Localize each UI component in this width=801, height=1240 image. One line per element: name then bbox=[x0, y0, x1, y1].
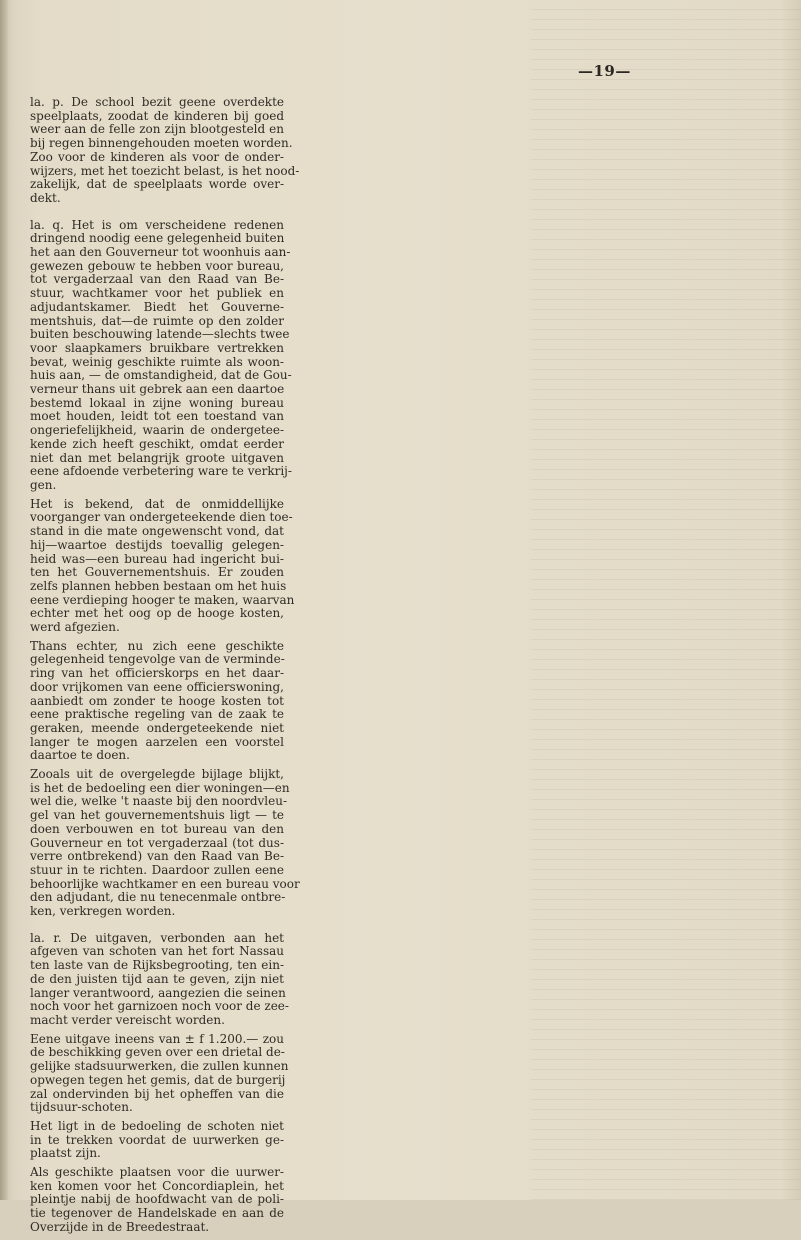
text-line: speelplaats, zoodat de kinderen bij goed bbox=[30, 108, 284, 123]
text-line: wijzers, met het toezicht belast, is het nood- bbox=[30, 163, 300, 178]
text-line: Het is bekend, dat de onmiddellijke bbox=[30, 496, 284, 511]
text-line: aanbiedt om zonder te hooge kosten tot bbox=[30, 693, 284, 708]
text-line: ring van het officierskorps en het daar- bbox=[30, 666, 284, 681]
text-line: ten laste van de Rijksbegrooting, ten ein- bbox=[30, 958, 284, 973]
text-line: tot vergaderzaal van den Raad van Be- bbox=[30, 272, 284, 287]
paragraph bbox=[30, 640, 284, 763]
text-line: dekt. bbox=[30, 190, 61, 205]
text-line: verre ontbrekend) van den Raad van Be- bbox=[30, 849, 284, 864]
text-line: tie tegenover de Handelskade en aan de bbox=[30, 1206, 284, 1221]
page-number: —19— bbox=[578, 62, 631, 80]
text-line: eene verdieping hooger te maken, waarvan bbox=[30, 592, 295, 607]
paragraph bbox=[30, 1166, 284, 1235]
text-line: voor slaapkamers bruikbare vertrekken bbox=[30, 340, 284, 355]
text-line: pleintje nabij de hoofdwacht van de poli- bbox=[30, 1192, 284, 1207]
text-line: heid was—een bureau had ingericht bui- bbox=[30, 551, 284, 566]
text-line: daartoe te doen. bbox=[30, 748, 130, 763]
text-line: eene praktische regeling van de zaak te bbox=[30, 707, 284, 722]
text-line: gewezen gebouw te hebben voor bureau, bbox=[30, 258, 284, 273]
text-line: gelijke stadsuurwerken, die zullen kunnen bbox=[30, 1059, 289, 1074]
text-line: ongeriefelijkheid, waarin de ondergetee- bbox=[30, 423, 284, 438]
text-line: stuur, wachtkamer voor het publiek en bbox=[30, 286, 284, 301]
text-line: den adjudant, die nu tenecenmale ontbre- bbox=[30, 890, 286, 905]
text-line: la. q. Het is om verscheidene redenen bbox=[30, 217, 284, 232]
text-line: niet dan met belangrijk groote uitgaven bbox=[30, 450, 284, 465]
text-line: behoorlijke wachtkamer en een bureau voor bbox=[30, 876, 300, 891]
text-line: het aan den Gouverneur tot woonhuis aan- bbox=[30, 245, 291, 260]
text-line: Het ligt in de bedoeling de schoten niet bbox=[30, 1118, 284, 1133]
text-line: de den juisten tijd aan te geven, zijn niet bbox=[30, 971, 284, 986]
text-line: bestemd lokaal in zijne woning bureau bbox=[30, 395, 284, 410]
text-line: de beschikking geven over een drietal de- bbox=[30, 1045, 285, 1060]
text-line: la. p. De school bezit geene overdekte bbox=[30, 95, 284, 109]
text-line: plaatst zijn. bbox=[30, 1146, 101, 1161]
text-line: is het de bedoeling een dier woningen—en bbox=[30, 780, 290, 795]
text-line: werd afgezien. bbox=[30, 620, 120, 635]
paragraph bbox=[30, 217, 292, 493]
text-line: Zooals uit de overgelegde bijlage blijkt, bbox=[30, 767, 284, 782]
text-line: Eene uitgave ineens van ± f 1.200.— zou bbox=[30, 1031, 284, 1046]
text-line: Thans echter, nu zich eene geschikte bbox=[30, 638, 284, 653]
text-line: moet houden, leidt tot een toestand van bbox=[30, 409, 284, 424]
text-line: Zoo voor de kinderen als voor de onder- bbox=[30, 149, 284, 164]
text-column bbox=[30, 95, 300, 1240]
paragraph bbox=[30, 1120, 284, 1161]
text-line: hij—waartoe destijds toevallig gelegen- bbox=[30, 537, 284, 552]
text-line: verneur thans uit gebrek aan een daartoe bbox=[30, 382, 285, 397]
paragraph bbox=[30, 1031, 289, 1115]
text-line: tijdsuur-schoten. bbox=[30, 1100, 133, 1115]
text-line: dringend noodig eene gelegenheid buiten bbox=[30, 231, 285, 246]
text-line: voorganger van ondergeteekende dien toe- bbox=[30, 510, 293, 525]
text-line: bevat, weinig geschikte ruimte als woon- bbox=[30, 354, 284, 369]
text-line: echter met het oog op de hooge kosten, bbox=[30, 606, 284, 621]
show-through-texture bbox=[531, 0, 801, 1200]
paragraph bbox=[30, 767, 300, 919]
book-spine-shadow bbox=[0, 0, 8, 1200]
text-line: ken komen voor het Concordiaplein, het bbox=[30, 1178, 284, 1193]
text-line: ten het Gouvernementshuis. Er zouden bbox=[30, 565, 284, 580]
text-line: gen. bbox=[30, 477, 57, 492]
text-line: Als geschikte plaatsen voor die uurwer- bbox=[30, 1165, 284, 1180]
text-line: buiten beschouwing latende—slechts twee bbox=[30, 327, 290, 342]
text-line: Overzijde in de Breedestraat. bbox=[30, 1219, 210, 1234]
text-line: mentshuis, dat—de ruimte op den zolder bbox=[30, 313, 284, 328]
text-line: la. r. De uitgaven, verbonden aan het bbox=[30, 930, 284, 945]
text-line: langer te mogen aarzelen een voorstel bbox=[30, 734, 284, 749]
text-line: gel van het gouvernementshuis ligt — te bbox=[30, 808, 284, 823]
text-line: bij regen binnengehouden moeten worden. bbox=[30, 136, 293, 151]
text-line: adjudantskamer. Biedt het Gouverne- bbox=[30, 299, 284, 314]
text-line: Gouverneur en tot vergaderzaal (tot dus- bbox=[30, 835, 284, 850]
text-line: geraken, meende ondergeteekende niet bbox=[30, 720, 284, 735]
paragraph bbox=[30, 930, 289, 1028]
text-line: noch voor het garnizoen noch voor de zee- bbox=[30, 999, 289, 1014]
text-line: kende zich heeft geschikt, omdat eerder bbox=[30, 436, 284, 451]
paragraph bbox=[30, 496, 295, 635]
text-line: zelfs plannen hebben bestaan om het huis bbox=[30, 578, 287, 593]
text-line: weer aan de felle zon zijn blootgesteld en bbox=[30, 122, 284, 137]
text-line: gelegenheid tengevolge van de verminde- bbox=[30, 652, 285, 667]
paragraph bbox=[30, 95, 300, 206]
text-line: huis aan, — de omstandigheid, dat de Gou- bbox=[30, 368, 292, 383]
text-line: macht verder vereischt worden. bbox=[30, 1013, 225, 1027]
text-line: stuur in te richten. Daardoor zullen eene bbox=[30, 862, 284, 877]
text-line: eene afdoende verbetering ware te verkrij- bbox=[30, 464, 292, 479]
text-line: zakelijk, dat de speelplaats worde over- bbox=[30, 177, 284, 192]
text-line: langer verantwoord, aangezien die seinen bbox=[30, 985, 286, 1000]
text-line: stand in die mate ongewenscht vond, dat bbox=[30, 524, 284, 539]
text-line: in te trekken voordat de uurwerken ge- bbox=[30, 1132, 284, 1147]
text-line: wel die, welke 't naaste bij den noordvleu- bbox=[30, 794, 288, 809]
text-line: door vrijkomen van eene officierswoning, bbox=[30, 679, 284, 694]
text-line: zal ondervinden bij het opheffen van die bbox=[30, 1086, 284, 1101]
text-line: opwegen tegen het gemis, dat de burgerij bbox=[30, 1072, 286, 1087]
text-line: afgeven van schoten van het fort Nassau bbox=[30, 944, 284, 959]
text-line: doen verbouwen en tot bureau van den bbox=[30, 821, 284, 836]
text-line: ken, verkregen worden. bbox=[30, 904, 176, 919]
